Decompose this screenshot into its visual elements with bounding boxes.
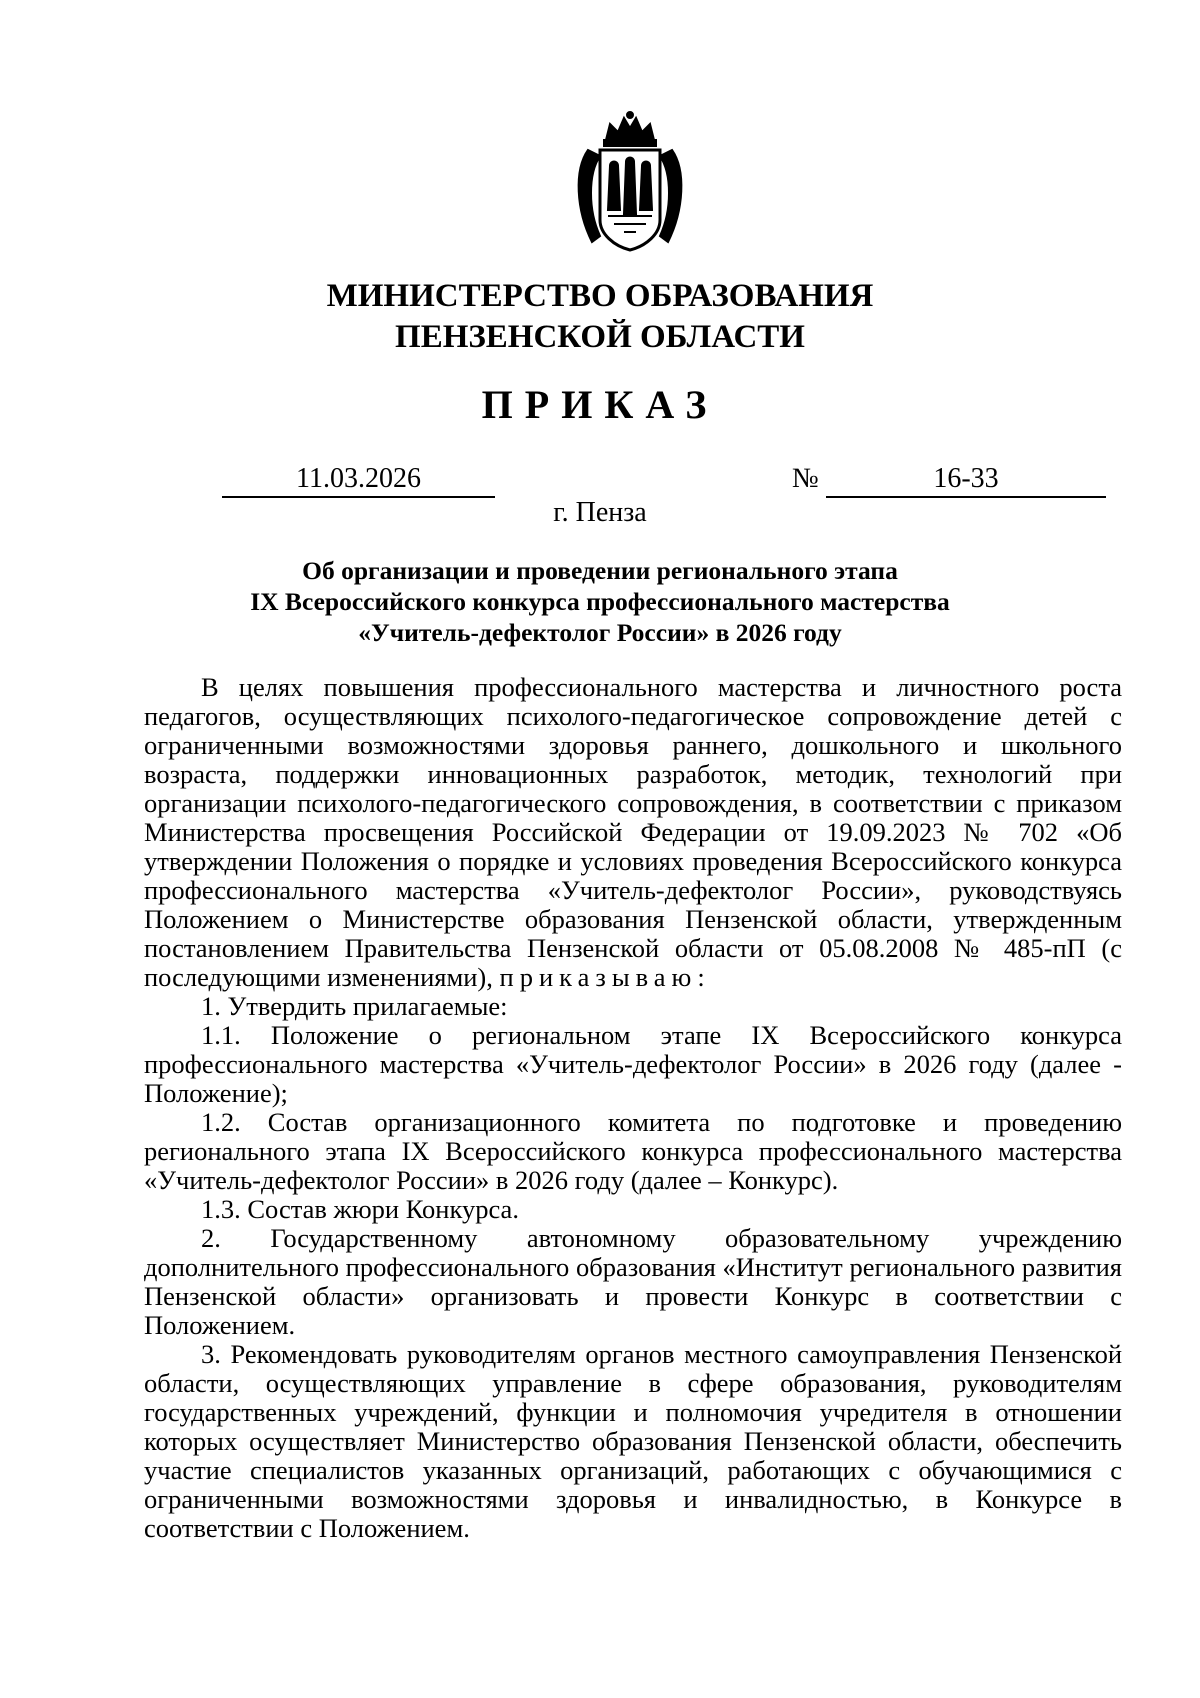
subject-line-2: IX Всероссийского конкурса профессионального мастерства — [250, 587, 950, 616]
ministry-line-2: ПЕНЗЕНСКОЙ ОБЛАСТИ — [395, 319, 805, 355]
order-number: 16-33 — [826, 463, 1106, 498]
paragraph-1-2: 1.2. Состав организационного комитета по подготовке и проведению регионального этапа IX Всероссийского конкурса профессионального мастерства «Учитель-дефектолог России» в 2026 году (далее – Конкурс). — [144, 1107, 1122, 1195]
preamble-paragraph — [144, 673, 1122, 992]
ministry-line-1: МИНИСТЕРСТВО ОБРАЗОВАНИЯ — [326, 278, 874, 314]
paragraph-2: 2. Государственному автономному образовательному учреждению дополнительного профессионального образования «Институт регионального развития Пензенской области» организовать и провести Конкурс в соответствии с Положением. — [144, 1223, 1122, 1340]
city-name: г. Пенза — [553, 497, 647, 528]
subject-line-1: Об организации и проведении регионального этапа — [302, 556, 898, 585]
order-date: 11.03.2026 — [222, 463, 495, 498]
coat-of-arms-icon — [566, 110, 694, 258]
paragraph-1-3: 1.3. Состав жюри Конкурса. — [201, 1194, 519, 1224]
paragraph-1-1: 1.1. Положение о региональном этапе IX Всероссийского конкурса профессионального мастерства «Учитель-дефектолог России» в 2026 году (далее - Положение); — [144, 1020, 1122, 1108]
paragraph-3: 3. Рекомендовать руководителям органов местного самоуправления Пензенской области, осуществляющих управление в сфере образования, руководителям государственных учреждений, функции и полномочия учредителя в отношении которых осуществляет Министерство образования Пензенской области, обеспечить участие специалистов указанных организаций, работающих с обучающимися с ограниченными возможностями здоровья и инвалидностью, в Конкурсе в соответствии с Положением. — [144, 1339, 1122, 1543]
document-type-title: ПРИКАЗ — [481, 382, 719, 427]
number-sign: № — [792, 463, 819, 494]
paragraph-1: 1. Утвердить прилагаемые: — [201, 991, 508, 1021]
order-subject — [0, 555, 1200, 648]
subject-line-3: «Учитель-дефектолог России» в 2026 году — [358, 618, 842, 647]
orders-word: приказываю: — [499, 962, 711, 992]
order-body — [144, 673, 1122, 1543]
preamble-text: В целях повышения профессионального мастерства и личностного роста педагогов, осуществляющих психолого-педагогическое сопровождение детей с ограниченными возможностями здоровья раннего, дошкольного и школьного возраста, поддержки инновационных разработок, методик, технологий при организации психолого-педагогического сопровождения, в соответствии с приказом Министерства просвещения Российской Федерации от 19.09.2023 № 702 «Об утверждении Положения о порядке и условиях проведения Всероссийского конкурса профессионального мастерства «Учитель-дефектолог России», руководствуясь Положением о Министерстве образования Пензенской области, утвержденным постановлением Правительства Пензенской области от 05.08.2008 № 485-пП (с последующими изменениями), — [144, 672, 1122, 992]
ministry-name — [0, 276, 1200, 358]
